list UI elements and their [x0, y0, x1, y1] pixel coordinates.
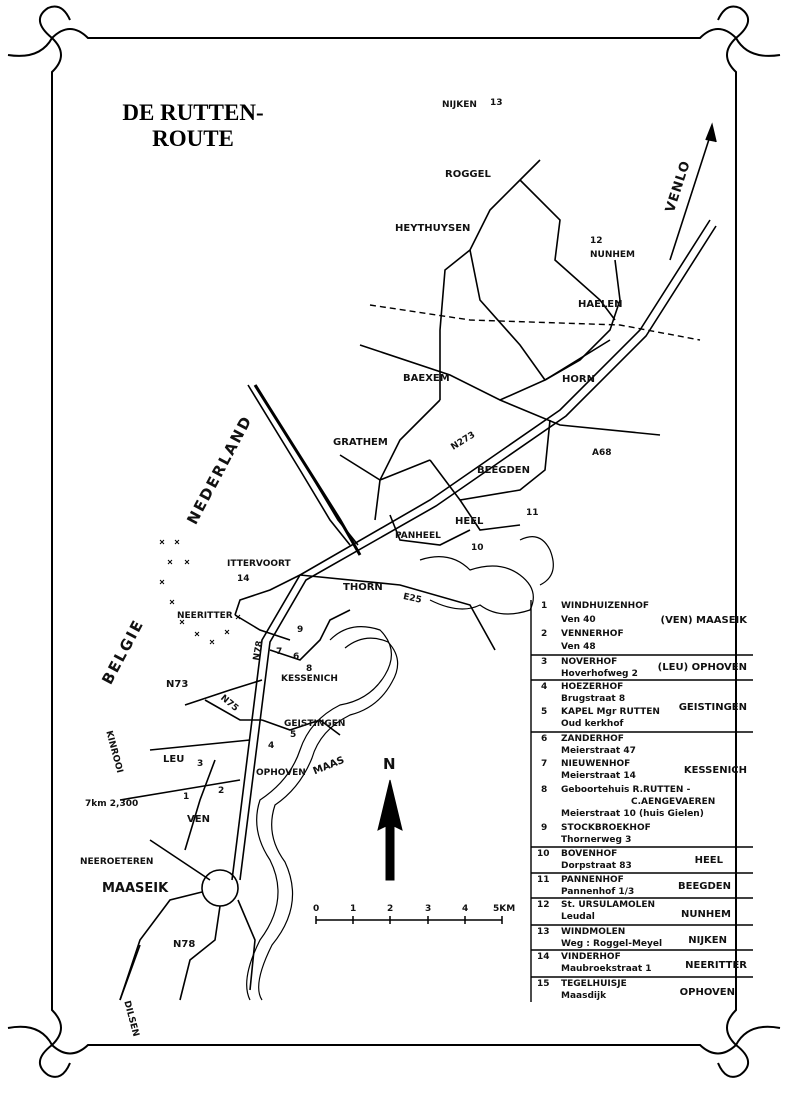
stop-marker-9: 9 — [297, 625, 304, 635]
distance-note: 7km 2,300 — [85, 799, 139, 809]
stop-marker-12: 12 — [590, 236, 603, 246]
scale-tick-0: 0 — [313, 904, 320, 914]
stop-marker-4: 4 — [268, 741, 275, 751]
road-north — [440, 160, 540, 400]
railway — [255, 385, 360, 555]
stop-marker-6: 6 — [293, 652, 300, 662]
legend-name: PANNENHOF — [561, 875, 624, 885]
legend-num: 8 — [541, 785, 548, 795]
legend-addr: Maubroekstraat 1 — [561, 964, 652, 974]
place-neeritter: NEERITTER — [177, 611, 233, 621]
place-ophoven: OPHOVEN — [256, 768, 306, 778]
road-e25 — [300, 575, 495, 650]
legend-place: BEEGDEN — [678, 881, 731, 892]
road-label-n73: N73 — [166, 679, 189, 690]
legend-num: 5 — [541, 707, 548, 717]
road-label-n75: N75 — [218, 693, 241, 714]
legend-addr: Hoverhofweg 2 — [561, 669, 638, 679]
legend-num: 9 — [541, 823, 548, 833]
place-haelen: HAELEN — [578, 299, 623, 310]
place-nijken: NIJKEN — [442, 100, 477, 110]
legend-addr: Leudal — [561, 912, 595, 922]
map-title — [98, 100, 288, 152]
scale-tick-4: 4 — [462, 904, 469, 914]
legend-name: VENNERHOF — [561, 629, 624, 639]
stop-marker-14: 14 — [237, 574, 250, 584]
stop-marker-10: 10 — [471, 543, 484, 553]
place-beegden: BEEGDEN — [477, 465, 530, 476]
place-horn: HORN — [562, 374, 595, 385]
road-label-n273: N273 — [449, 430, 478, 453]
place-geistingen: GEISTINGEN — [284, 719, 346, 729]
legend-name: Geboortehuis R.RUTTEN - — [561, 785, 691, 795]
legend-num: 4 — [541, 682, 548, 692]
place-neeroeteren: NEEROETEREN — [80, 857, 154, 867]
place-thorn: THORN — [343, 582, 383, 593]
place-venlo: VENLO — [663, 158, 694, 215]
north-arrow — [378, 780, 402, 880]
road-label-e25: E25 — [402, 592, 423, 606]
title-line-2: ROUTE — [152, 126, 234, 151]
legend-addr: Ven 48 — [561, 642, 596, 652]
legend-place: NUNHEM — [680, 909, 731, 920]
legend-name: VINDERHOF — [561, 952, 621, 962]
place-nunhem: NUNHEM — [590, 250, 636, 260]
country-label-belgium: BELGIE — [98, 616, 148, 688]
legend-place: (LEU) OPHOVEN — [657, 662, 747, 673]
place-panheel: PANHEEL — [395, 531, 441, 541]
place-leu: LEU — [163, 754, 185, 765]
legend-place: HEEL — [694, 855, 723, 866]
road-n78-south — [120, 945, 140, 1000]
scale-tick-5km: 5KM — [493, 904, 516, 914]
legend-addr: Dorpstraat 83 — [561, 861, 632, 871]
stop-marker-8: 8 — [306, 664, 313, 674]
legend-place: OPHOVEN — [679, 987, 735, 998]
scale-tick-2: 2 — [387, 904, 394, 914]
legend-name: NOVERHOF — [561, 657, 618, 667]
legend-place: KESSENICH — [683, 765, 747, 776]
place-kessenich: KESSENICH — [281, 674, 338, 684]
legend-addr: Meierstraat 47 — [561, 746, 636, 756]
place-dilsen: DILSEN — [121, 999, 141, 1038]
legend-addr: C.AENGEVAEREN — [631, 797, 716, 807]
title-line-1: DE RUTTEN- — [122, 100, 264, 125]
legend-addr: Maasdijk — [561, 991, 607, 1001]
legend-place: NIJKEN — [688, 935, 727, 946]
legend-addr: Weg : Roggel-Meyel — [561, 939, 663, 949]
stop-marker-7: 7 — [276, 647, 283, 657]
road-n273 — [360, 340, 610, 400]
road-label-n78-north: N78 — [252, 640, 266, 662]
legend-name: KAPEL Mgr RUTTEN — [561, 707, 660, 717]
road-a68 — [500, 400, 660, 435]
stop-marker-5: 5 — [290, 730, 297, 740]
place-roggel: ROGGEL — [445, 169, 491, 180]
place-maaseik: MAASEIK — [102, 881, 169, 896]
legend-name: STOCKBROEKHOF — [561, 823, 651, 833]
legend-place: (VEN) MAASEIK — [660, 615, 747, 626]
legend-name: HOEZERHOF — [561, 682, 624, 692]
road-border — [248, 385, 350, 545]
legend-addr-2: Meierstraat 10 (huis Gielen) — [561, 809, 704, 819]
legend-num: 14 — [537, 952, 550, 962]
road-label-a68: A68 — [592, 448, 612, 458]
river-label-maas: MAAS — [311, 754, 347, 778]
legend-name: BOVENHOF — [561, 849, 618, 859]
country-label-netherlands: NEDERLAND — [183, 412, 257, 528]
legend-place: GEISTINGEN — [678, 702, 747, 713]
stop-marker-2: 2 — [218, 786, 225, 796]
legend-place: NEERITTER — [685, 960, 747, 971]
legend-addr: Oud kerkhof — [561, 719, 624, 729]
stop-marker-11: 11 — [526, 508, 539, 518]
place-heythuysen: HEYTHUYSEN — [395, 223, 471, 234]
legend-addr: Meierstraat 14 — [561, 771, 636, 781]
legend-name: St. URSULAMOLEN — [561, 900, 656, 910]
legend-num: 12 — [537, 900, 550, 910]
stop-marker-1: 1 — [183, 792, 190, 802]
frame-border — [8, 7, 780, 1077]
legend-name: NIEUWENHOF — [561, 759, 631, 769]
stop-marker-13: 13 — [490, 98, 503, 108]
place-baexem: BAEXEM — [403, 373, 450, 384]
legend-name: TEGELHUISJE — [561, 979, 627, 989]
scale-tick-1: 1 — [350, 904, 357, 914]
legend-num: 10 — [537, 849, 550, 859]
place-kinrooi: KINROOI — [103, 729, 125, 775]
north-label: N — [383, 755, 396, 773]
legend-addr: Brugstraat 8 — [561, 694, 626, 704]
legend-name: ZANDERHOF — [561, 734, 624, 744]
scale-bar — [316, 916, 502, 924]
legend-addr: Thornerweg 3 — [561, 835, 632, 845]
legend-num: 6 — [541, 734, 548, 744]
legend-num: 15 — [537, 979, 550, 989]
legend-name: WINDMOLEN — [561, 927, 626, 937]
place-grathem: GRATHEM — [333, 437, 388, 448]
national-border — [370, 305, 700, 340]
place-heel: HEEL — [455, 516, 484, 527]
legend-addr: Ven 40 — [561, 615, 596, 625]
legend-num: 3 — [541, 657, 548, 667]
border-crosses — [160, 540, 240, 644]
legend-num: 13 — [537, 927, 550, 937]
scale-tick-3: 3 — [425, 904, 432, 914]
place-ittervoort: ITTERVOORT — [227, 559, 291, 569]
legend-num: 2 — [541, 629, 548, 639]
legend-num: 1 — [541, 601, 548, 611]
legend-num: 11 — [537, 875, 550, 885]
legend-addr: Pannenhof 1/3 — [561, 887, 635, 897]
legend-num: 7 — [541, 759, 548, 769]
stop-marker-3: 3 — [197, 759, 204, 769]
road-label-n78-south: N78 — [173, 939, 196, 950]
place-ven: VEN — [187, 814, 210, 825]
legend-name: WINDHUIZENHOF — [561, 601, 650, 611]
